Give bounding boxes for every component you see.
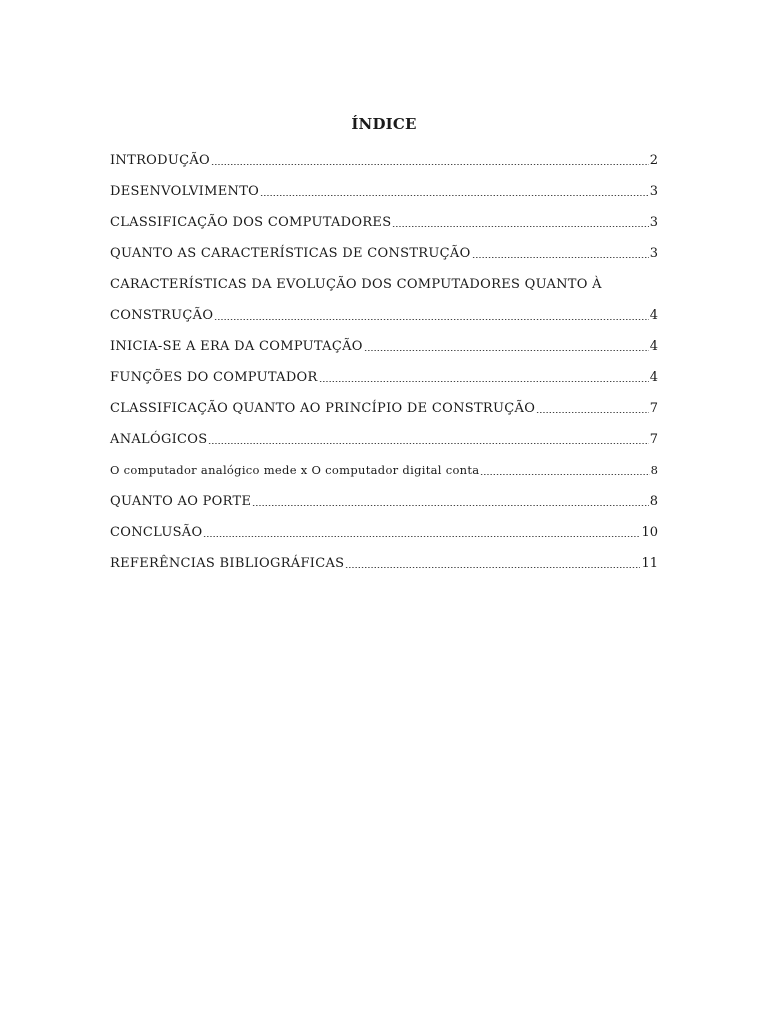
toc-entry-evolucao-computadores[interactable] [110,266,658,328]
toc-entry-desenvolvimento[interactable] [110,173,658,204]
toc-entry-label: ANALÓGICOS [110,432,208,447]
toc-entry-era-computacao[interactable] [110,328,658,359]
toc-entry-page: 4 [649,308,658,323]
toc-entry-funcoes-computador[interactable] [110,359,658,390]
dot-leader [211,164,649,165]
toc-entry-page: 11 [641,556,658,571]
dot-leader [260,195,649,196]
toc-entry-conclusao[interactable] [110,514,658,545]
toc-entry-page: 4 [649,339,658,354]
toc-entry-caracteristicas-construcao[interactable] [110,235,658,266]
toc-entry-label: CLASSIFICAÇÃO DOS COMPUTADORES [110,215,392,230]
toc-entry-page: 10 [641,525,658,540]
toc-entry-label: INTRODUÇÃO [110,153,210,168]
dot-leader [214,319,648,320]
toc-entry-label: O computador analógico mede x O computador digital conta [110,463,480,477]
toc-entry-label-line2: CONSTRUÇÃO [110,308,214,323]
toc-entry-page: 3 [649,184,658,199]
toc-entry-label: REFERÊNCIAS BIBLIOGRÁFICAS [110,556,345,571]
toc-entry-introducao[interactable] [110,142,658,173]
dot-leader [319,381,649,382]
dot-leader [392,226,648,227]
toc-entry-page: 7 [649,401,658,416]
toc-entry-classificacao-computadores[interactable] [110,204,658,235]
toc-entry-label: CLASSIFICAÇÃO QUANTO AO PRINCÍPIO DE CONSTRUÇÃO [110,401,536,416]
dot-leader [364,350,649,351]
toc-entry-label: CONCLUSÃO [110,525,203,540]
toc-entry-label: FUNÇÕES DO COMPUTADOR [110,370,318,385]
toc-entry-analogicos[interactable] [110,421,658,452]
dot-leader [252,505,648,506]
toc-entry-page: 4 [649,370,658,385]
toc-entry-label-line1: CARACTERÍSTICAS DA EVOLUÇÃO DOS COMPUTADORES QUANTO À [110,277,602,292]
toc-entry-page: 8 [649,494,658,509]
toc-entry-page: 8 [650,463,658,477]
dot-leader [208,443,648,444]
toc-entry-principio-construcao[interactable] [110,390,658,421]
toc-entry-label: QUANTO AO PORTE [110,494,252,509]
toc-entry-quanto-porte[interactable] [110,483,658,514]
table-of-contents [110,142,658,576]
toc-entry-page: 3 [649,246,658,261]
toc-entry-label: DESENVOLVIMENTO [110,184,260,199]
dot-leader [203,536,640,537]
toc-entry-page: 3 [649,215,658,230]
toc-entry-analogico-digital[interactable] [110,452,658,483]
toc-entry-label: INICIA-SE A ERA DA COMPUTAÇÃO [110,339,363,354]
toc-entry-label: QUANTO AS CARACTERÍSTICAS DE CONSTRUÇÃO [110,246,471,261]
dot-leader [536,412,649,413]
dot-leader [480,474,649,475]
dot-leader [345,567,640,568]
dot-leader [472,257,649,258]
toc-entry-referencias[interactable] [110,545,658,576]
toc-entry-page: 7 [649,432,658,447]
toc-title: ÍNDICE [351,115,417,133]
toc-entry-page: 2 [649,153,658,168]
